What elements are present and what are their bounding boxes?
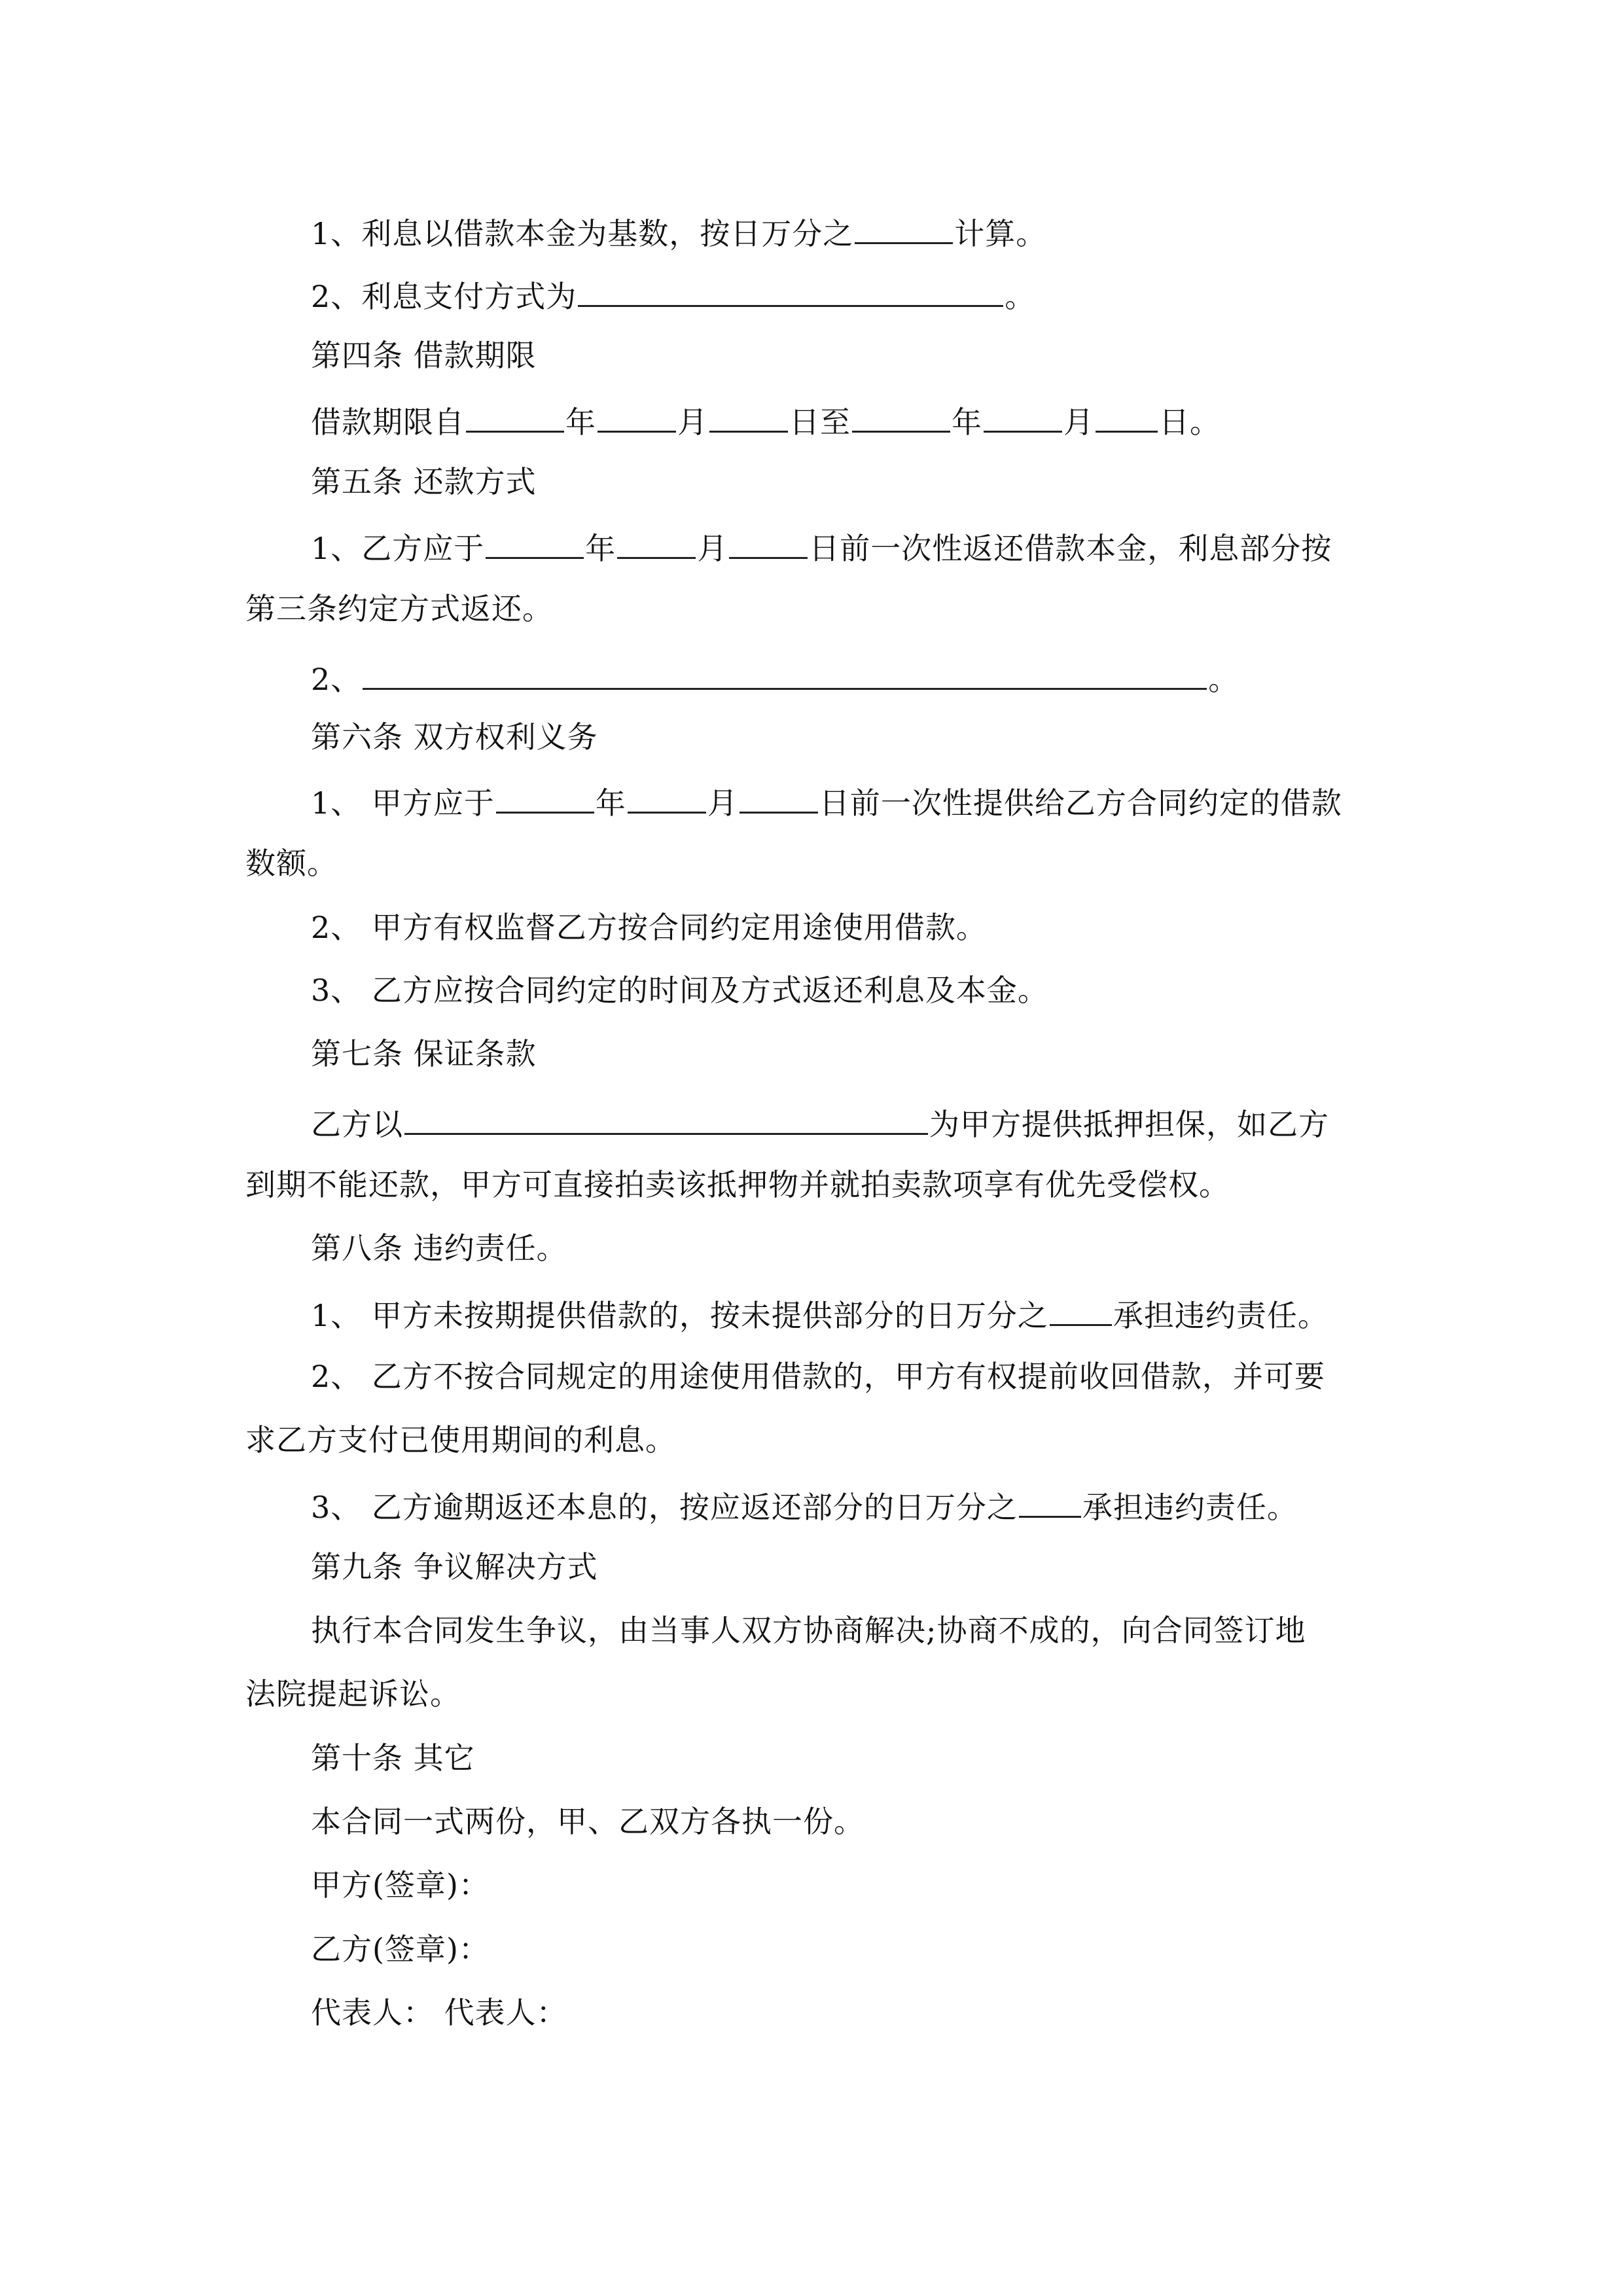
fill-blank[interactable]	[709, 399, 788, 433]
text: 日前一次性提供给乙方合同约定的借款	[819, 785, 1342, 821]
text: 月	[707, 785, 738, 821]
text: 第七条 保证条款	[311, 1036, 537, 1071]
text: 第三条约定方式返还。	[245, 591, 553, 626]
text: 1、利息以借款本金为基数，按日万分之	[311, 216, 854, 251]
text: 月	[697, 531, 728, 566]
article-8-heading	[311, 1229, 1489, 1268]
text: 日至	[789, 404, 851, 440]
representatives-line	[311, 1993, 1489, 2032]
text: 。	[1208, 662, 1240, 697]
text: 年	[595, 785, 626, 821]
fill-blank[interactable]	[617, 526, 696, 559]
breach-line-2	[311, 1357, 1489, 1396]
rights-line-3	[311, 971, 1489, 1010]
text: 第四条 借款期限	[311, 338, 537, 373]
text: 第十条 其它	[311, 1740, 475, 1776]
text: 。	[1005, 279, 1036, 314]
text: 3、 乙方应按合同约定的时间及方式返还利息及本金。	[311, 973, 1048, 1008]
rights-line-2	[311, 908, 1489, 947]
text: 2、利息支付方式为	[311, 279, 577, 314]
text: 执行本合同发生争议，由当事人双方协商解决;协商不成的，向合同签订地	[311, 1613, 1306, 1648]
fill-blank[interactable]	[852, 399, 950, 433]
text: 日前一次性返还借款本金，利息部分按	[809, 531, 1332, 566]
fill-blank[interactable]	[404, 1102, 928, 1135]
text: 借款期限自	[311, 404, 465, 440]
dispute-line	[311, 1611, 1489, 1650]
text: 计算。	[954, 216, 1047, 251]
fill-blank[interactable]	[1096, 399, 1158, 433]
text: 乙方(签章)：	[311, 1931, 490, 1967]
fill-blank[interactable]	[729, 526, 808, 559]
text: 为甲方提供抵押担保，如乙方	[929, 1107, 1329, 1142]
fill-blank[interactable]	[740, 780, 818, 814]
party-a-signature	[311, 1865, 1489, 1905]
fill-blank[interactable]	[597, 399, 676, 433]
text: 承担违约责任。	[1082, 1490, 1298, 1525]
dispute-line-cont	[245, 1674, 1423, 1713]
interest-payment-line	[311, 274, 1489, 313]
fill-blank[interactable]	[578, 274, 1003, 307]
text: 月	[1063, 404, 1094, 440]
repayment-line-1-cont	[245, 589, 1423, 628]
breach-line-3	[311, 1484, 1489, 1524]
text: 3、 乙方逾期返还本息的，按应返还部分的日万分之	[311, 1490, 1018, 1525]
text: 乙方以	[311, 1107, 403, 1142]
text: 第八条 违约责任。	[311, 1230, 567, 1266]
article-9-heading	[311, 1547, 1489, 1587]
text: 年	[585, 531, 616, 566]
text: 数额。	[245, 846, 338, 881]
rights-line-1-cont	[245, 844, 1423, 883]
text: 2、 甲方有权监督乙方按合同约定用途使用借款。	[311, 910, 987, 945]
guarantee-line-cont	[245, 1165, 1423, 1204]
fill-blank[interactable]	[363, 656, 1207, 690]
text: 承担违约责任。	[1113, 1298, 1329, 1333]
loan-period-line	[311, 399, 1489, 439]
breach-line-1	[311, 1293, 1489, 1332]
text: 1、 甲方应于	[311, 785, 495, 821]
article-4-heading	[311, 336, 1489, 375]
fill-blank[interactable]	[628, 780, 706, 814]
text: 求乙方支付已使用期间的利息。	[245, 1422, 676, 1458]
article-7-heading	[311, 1034, 1489, 1073]
article-6-heading	[311, 717, 1489, 757]
fill-blank[interactable]	[1050, 1293, 1112, 1326]
text: 年	[952, 404, 982, 440]
text: 日。	[1159, 404, 1221, 440]
article-5-heading	[311, 462, 1489, 501]
text: 2、	[311, 662, 362, 697]
text: 代表人： 代表人：	[311, 1995, 567, 2030]
repayment-line-2	[311, 656, 1489, 696]
fill-blank[interactable]	[486, 526, 584, 559]
text: 第九条 争议解决方式	[311, 1549, 598, 1585]
text: 到期不能还款，甲方可直接拍卖该抵押物并就拍卖款项享有优先受偿权。	[245, 1167, 1230, 1202]
text: 年	[565, 404, 596, 440]
repayment-line-1	[311, 526, 1489, 565]
fill-blank[interactable]	[855, 211, 953, 244]
guarantee-line	[311, 1102, 1489, 1141]
text: 法院提起诉讼。	[245, 1676, 461, 1712]
text: 本合同一式两份，甲、乙双方各执一份。	[311, 1804, 865, 1839]
interest-rate-line	[311, 211, 1489, 250]
text: 1、乙方应于	[311, 531, 485, 566]
text: 1、 甲方未按期提供借款的，按未提供部分的日万分之	[311, 1298, 1048, 1333]
fill-blank[interactable]	[984, 399, 1062, 433]
fill-blank[interactable]	[466, 399, 564, 433]
breach-line-2-cont	[245, 1420, 1423, 1460]
party-b-signature	[311, 1929, 1489, 1969]
text: 第六条 双方权利义务	[311, 719, 598, 755]
text: 月	[677, 404, 708, 440]
text: 2、 乙方不按合同规定的用途使用借款的，甲方有权提前收回借款，并可要	[311, 1359, 1325, 1394]
fill-blank[interactable]	[1019, 1484, 1081, 1518]
rights-line-1	[311, 780, 1489, 819]
fill-blank[interactable]	[496, 780, 594, 814]
copies-line	[311, 1802, 1489, 1841]
text: 甲方(签章)：	[311, 1867, 490, 1903]
article-10-heading	[311, 1738, 1489, 1778]
text: 第五条 还款方式	[311, 464, 537, 499]
